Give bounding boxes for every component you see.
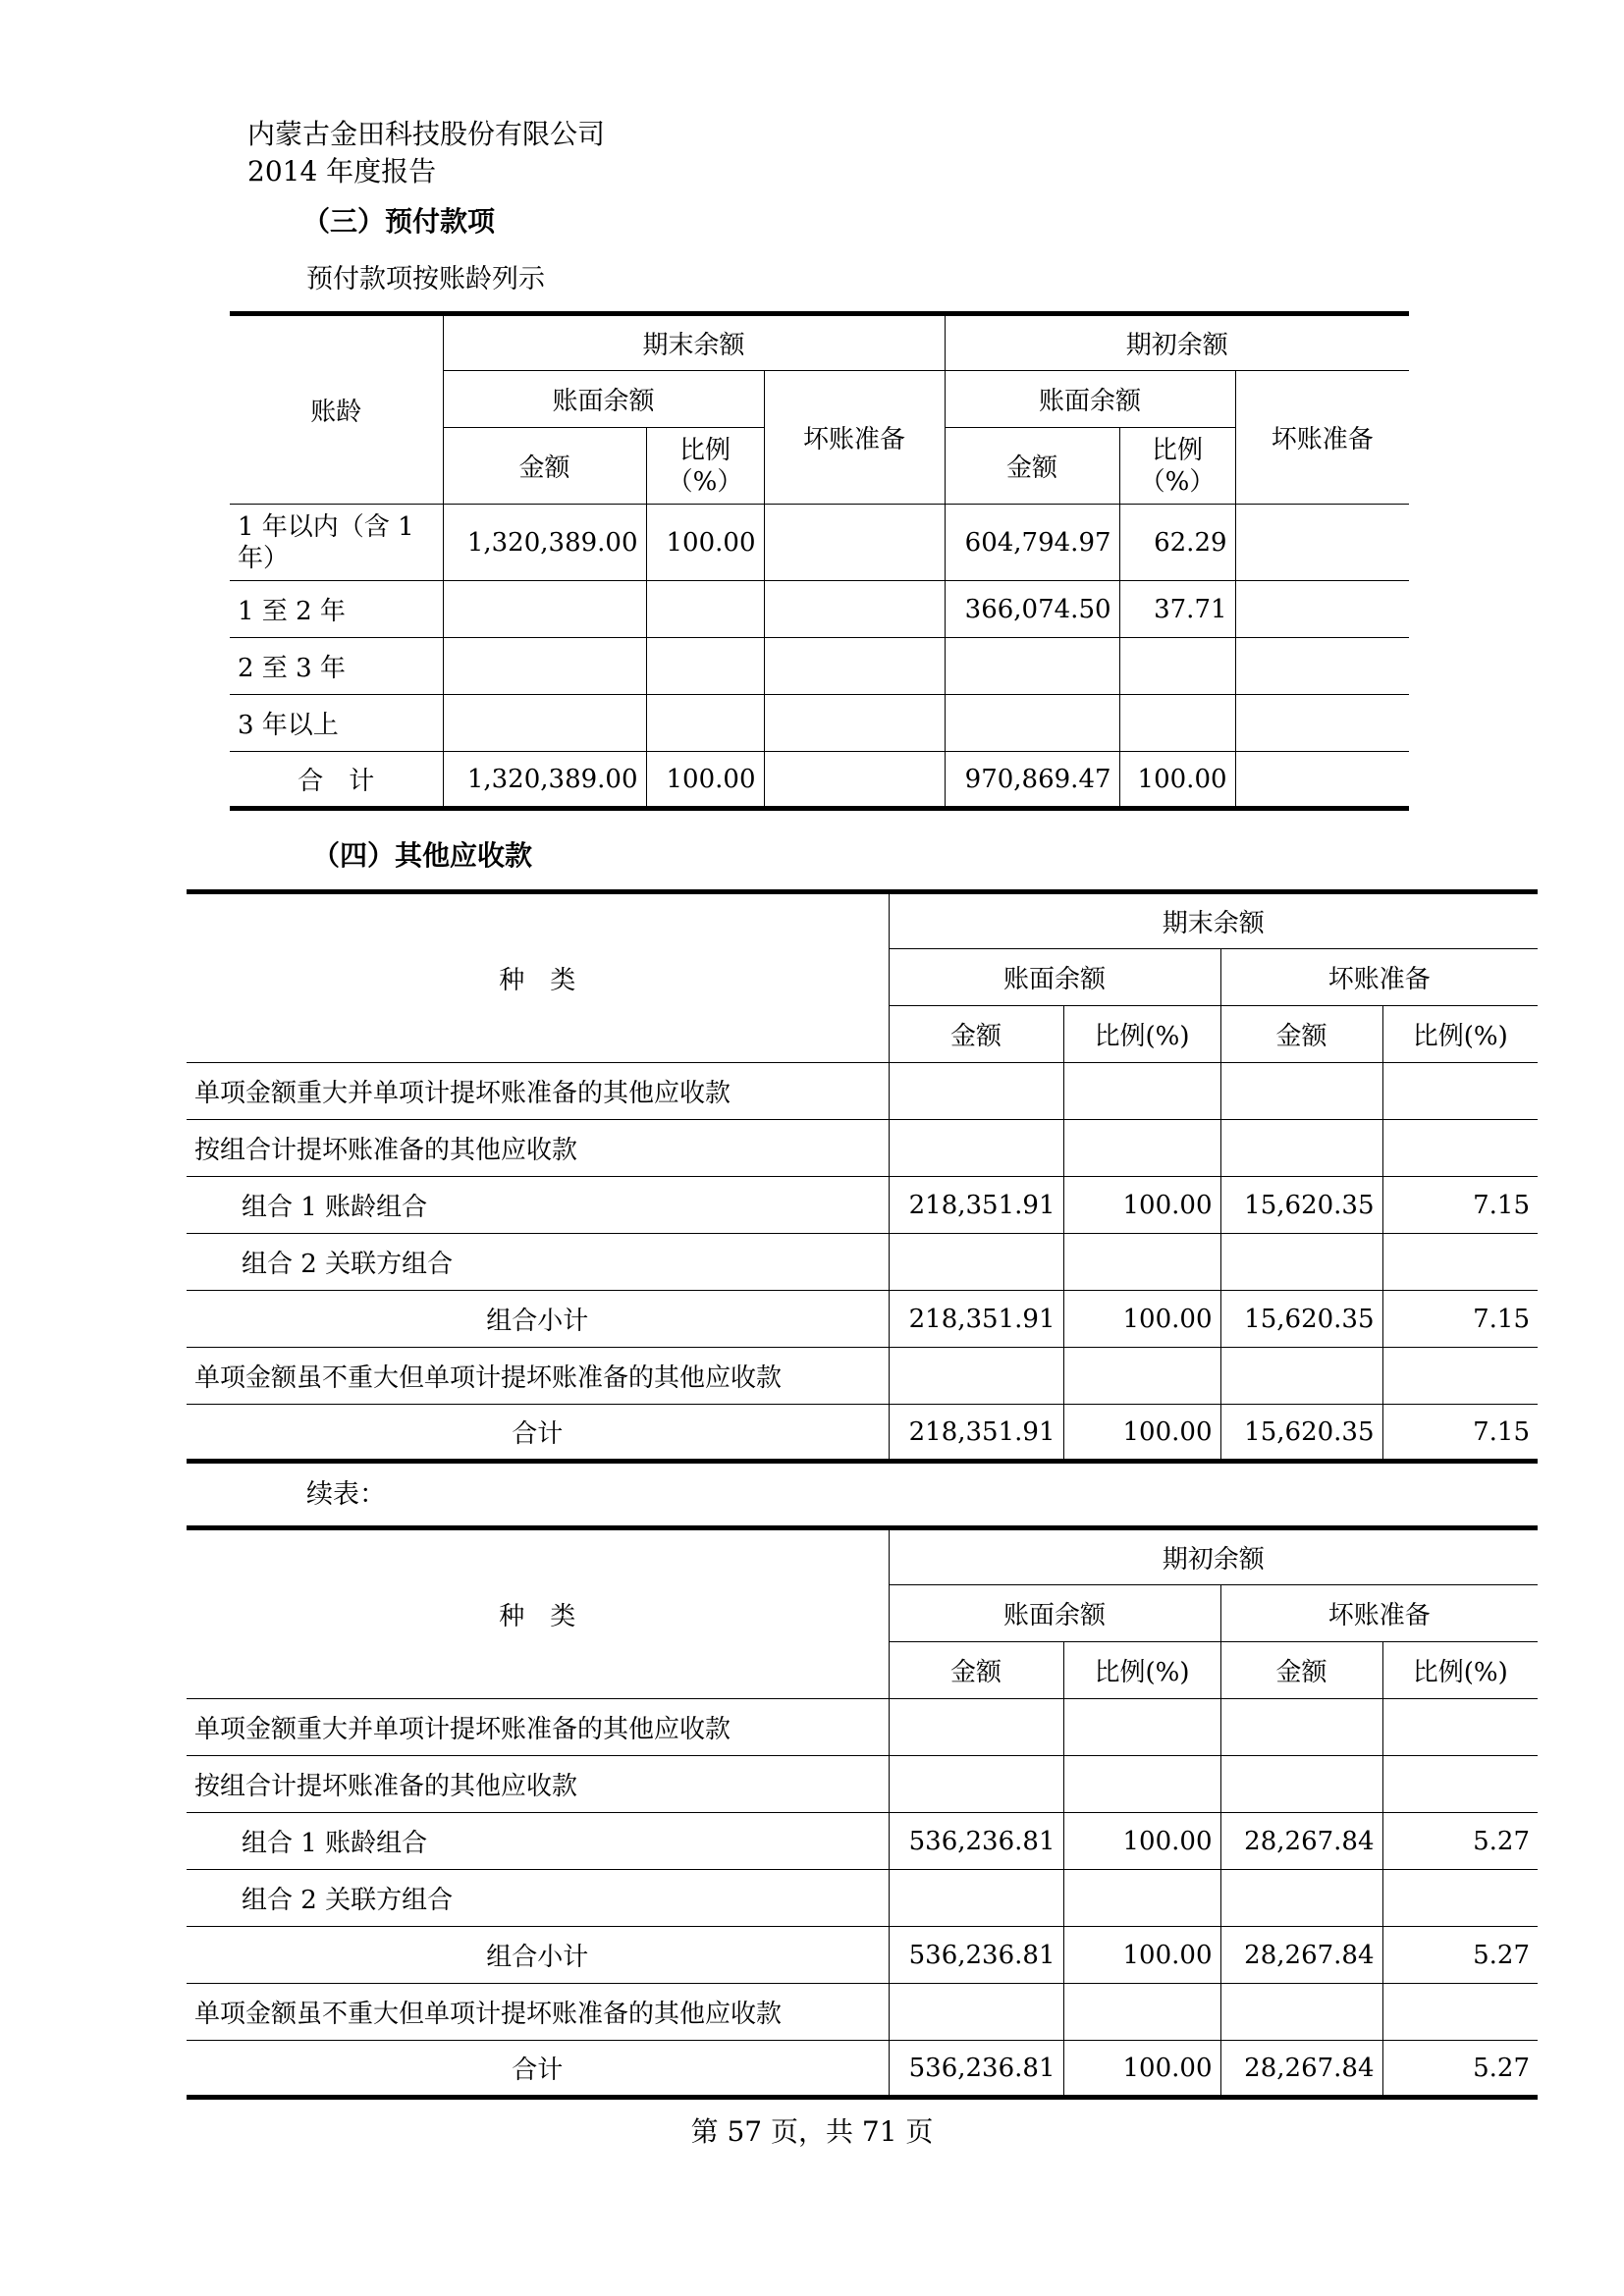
amount (889, 1870, 1063, 1927)
begin-ratio: 100.00 (1119, 752, 1235, 809)
bad-ratio (1382, 1063, 1538, 1120)
row-label: 3 年以上 (230, 695, 443, 752)
end-ratio (646, 638, 764, 695)
bad-amount (1220, 1756, 1382, 1813)
ratio: 100.00 (1063, 1291, 1220, 1348)
begin-bad (1235, 695, 1409, 752)
row-label: 按组合计提坏账准备的其他应收款 (187, 1756, 889, 1813)
begin-ratio (1119, 638, 1235, 695)
table-row (187, 1984, 1538, 2041)
begin-bad (1235, 638, 1409, 695)
begin-ratio (1119, 695, 1235, 752)
header-end-balance: 期末余额 (443, 314, 945, 371)
begin-amount: 604,794.97 (945, 505, 1119, 581)
amount (889, 1756, 1063, 1813)
begin-bad (1235, 752, 1409, 809)
amount: 218,351.91 (889, 1405, 1063, 1462)
table-row-total (187, 1405, 1538, 1462)
header-begin-balance: 期初余额 (889, 1528, 1538, 1585)
row-label: 组合 1 账龄组合 (187, 1813, 889, 1870)
begin-amount: 970,869.47 (945, 752, 1119, 809)
bad-amount: 15,620.35 (1220, 1177, 1382, 1234)
header-book-balance: 账面余额 (889, 949, 1220, 1006)
header-book-balance: 账面余额 (889, 1585, 1220, 1642)
begin-ratio: 37.71 (1119, 581, 1235, 638)
ratio: 100.00 (1063, 1177, 1220, 1234)
end-ratio (646, 581, 764, 638)
end-ratio (646, 695, 764, 752)
page-number: 第 57 页，共 71 页 (690, 2115, 934, 2148)
header-end-amount: 金额 (443, 428, 646, 505)
section3-title: （三）预付款项 (302, 205, 496, 238)
table-row-total (230, 752, 1409, 809)
header-begin-balance: 期初余额 (945, 314, 1409, 371)
table-row-total (187, 2041, 1538, 2098)
header-bad-amount: 金额 (1220, 1642, 1382, 1699)
row-label: 2 至 3 年 (230, 638, 443, 695)
ratio (1063, 1234, 1220, 1291)
bad-amount: 28,267.84 (1220, 1813, 1382, 1870)
bad-ratio: 5.27 (1382, 1927, 1538, 1984)
bad-ratio (1382, 1756, 1538, 1813)
end-amount (443, 581, 646, 638)
table-row (230, 581, 1409, 638)
end-amount: 1,320,389.00 (443, 505, 646, 581)
bad-amount: 15,620.35 (1220, 1291, 1382, 1348)
header-begin-bad-debt: 坏账准备 (1235, 371, 1409, 505)
end-amount: 1,320,389.00 (443, 752, 646, 809)
table-row (187, 1120, 1538, 1177)
company-name: 内蒙古金田科技股份有限公司 (247, 118, 606, 150)
bad-ratio: 7.15 (1382, 1405, 1538, 1462)
amount: 536,236.81 (889, 1927, 1063, 1984)
bad-ratio: 5.27 (1382, 2041, 1538, 2098)
table-row (230, 638, 1409, 695)
continued-label: 续表： (306, 1479, 386, 1510)
header-amount: 金额 (889, 1642, 1063, 1699)
row-label: 1 至 2 年 (230, 581, 443, 638)
header-ratio: 比例(%) (1063, 1006, 1220, 1063)
amount (889, 1348, 1063, 1405)
header-category: 种 类 (187, 892, 889, 1063)
amount: 218,351.91 (889, 1177, 1063, 1234)
end-bad (764, 638, 945, 695)
bad-ratio: 7.15 (1382, 1177, 1538, 1234)
amount (889, 1984, 1063, 2041)
begin-amount (945, 695, 1119, 752)
row-label: 单项金额虽不重大但单项计提坏账准备的其他应收款 (187, 1348, 889, 1405)
header-bad-debt: 坏账准备 (1220, 1585, 1538, 1642)
end-bad (764, 581, 945, 638)
table-row (230, 695, 1409, 752)
ratio (1063, 1120, 1220, 1177)
ratio (1063, 1063, 1220, 1120)
ratio: 100.00 (1063, 1813, 1220, 1870)
begin-bad (1235, 505, 1409, 581)
row-label: 按组合计提坏账准备的其他应收款 (187, 1120, 889, 1177)
row-label: 组合小计 (187, 1927, 889, 1984)
bad-amount (1220, 1984, 1382, 2041)
bad-ratio (1382, 1348, 1538, 1405)
bad-ratio (1382, 1870, 1538, 1927)
bad-amount: 15,620.35 (1220, 1405, 1382, 1462)
table-row (187, 1348, 1538, 1405)
header-end-ratio: 比例（%） (646, 428, 764, 505)
header-bad-amount: 金额 (1220, 1006, 1382, 1063)
ratio (1063, 1348, 1220, 1405)
header-bad-debt: 坏账准备 (1220, 949, 1538, 1006)
row-label: 组合 2 关联方组合 (187, 1870, 889, 1927)
ratio (1063, 1699, 1220, 1756)
other-receivables-begin-table (187, 1525, 1538, 2100)
bad-ratio: 5.27 (1382, 1813, 1538, 1870)
table-row-subtotal (187, 1927, 1538, 1984)
end-amount (443, 695, 646, 752)
table-row (187, 1699, 1538, 1756)
bad-amount: 28,267.84 (1220, 2041, 1382, 2098)
ratio: 100.00 (1063, 1405, 1220, 1462)
row-label: 合计 (187, 2041, 889, 2098)
bad-amount (1220, 1870, 1382, 1927)
end-amount (443, 638, 646, 695)
header-begin-amount: 金额 (945, 428, 1119, 505)
header-ratio: 比例(%) (1063, 1642, 1220, 1699)
end-ratio: 100.00 (646, 752, 764, 809)
bad-ratio (1382, 1984, 1538, 2041)
begin-amount: 366,074.50 (945, 581, 1119, 638)
header-bad-ratio: 比例(%) (1382, 1006, 1538, 1063)
bad-ratio: 7.15 (1382, 1291, 1538, 1348)
end-bad (764, 695, 945, 752)
row-label: 组合 2 关联方组合 (187, 1234, 889, 1291)
header-end-bad-debt: 坏账准备 (764, 371, 945, 505)
table-row (187, 1756, 1538, 1813)
begin-bad (1235, 581, 1409, 638)
row-label: 单项金额虽不重大但单项计提坏账准备的其他应收款 (187, 1984, 889, 2041)
row-label: 组合 1 账龄组合 (187, 1177, 889, 1234)
prepayments-table (230, 311, 1409, 811)
bad-ratio (1382, 1120, 1538, 1177)
end-ratio: 100.00 (646, 505, 764, 581)
table-row (187, 1234, 1538, 1291)
header-end-book-balance: 账面余额 (443, 371, 764, 428)
bad-ratio (1382, 1699, 1538, 1756)
table-row (230, 505, 1409, 581)
end-bad (764, 505, 945, 581)
bad-amount (1220, 1234, 1382, 1291)
header-amount: 金额 (889, 1006, 1063, 1063)
row-label: 1 年以内（含 1 年） (230, 505, 443, 581)
table-row (187, 1870, 1538, 1927)
amount (889, 1063, 1063, 1120)
row-label: 合 计 (230, 752, 443, 809)
header-end-balance: 期末余额 (889, 892, 1538, 949)
ratio (1063, 1870, 1220, 1927)
table-row (187, 1177, 1538, 1234)
amount: 536,236.81 (889, 1813, 1063, 1870)
begin-ratio: 62.29 (1119, 505, 1235, 581)
bad-amount (1220, 1063, 1382, 1120)
section4-title: （四）其他应收款 (312, 839, 533, 872)
header-aging: 账龄 (230, 314, 443, 505)
ratio: 100.00 (1063, 2041, 1220, 2098)
bad-ratio (1382, 1234, 1538, 1291)
amount: 536,236.81 (889, 2041, 1063, 2098)
begin-amount (945, 638, 1119, 695)
amount (889, 1699, 1063, 1756)
bad-amount (1220, 1120, 1382, 1177)
header-bad-ratio: 比例(%) (1382, 1642, 1538, 1699)
table-row-subtotal (187, 1291, 1538, 1348)
report-title: 2014 年度报告 (247, 155, 437, 187)
other-receivables-end-table (187, 889, 1538, 1464)
ratio (1063, 1984, 1220, 2041)
ratio (1063, 1756, 1220, 1813)
section3-subtitle: 预付款项按账龄列示 (306, 264, 545, 294)
end-bad (764, 752, 945, 809)
bad-amount: 28,267.84 (1220, 1927, 1382, 1984)
row-label: 单项金额重大并单项计提坏账准备的其他应收款 (187, 1063, 889, 1120)
amount: 218,351.91 (889, 1291, 1063, 1348)
amount (889, 1120, 1063, 1177)
bad-amount (1220, 1348, 1382, 1405)
row-label: 合计 (187, 1405, 889, 1462)
table-row (187, 1063, 1538, 1120)
row-label: 组合小计 (187, 1291, 889, 1348)
row-label: 单项金额重大并单项计提坏账准备的其他应收款 (187, 1699, 889, 1756)
header-category: 种 类 (187, 1528, 889, 1699)
table-row (187, 1813, 1538, 1870)
ratio: 100.00 (1063, 1927, 1220, 1984)
amount (889, 1234, 1063, 1291)
header-begin-ratio: 比例（%） (1119, 428, 1235, 505)
header-begin-book-balance: 账面余额 (945, 371, 1235, 428)
bad-amount (1220, 1699, 1382, 1756)
